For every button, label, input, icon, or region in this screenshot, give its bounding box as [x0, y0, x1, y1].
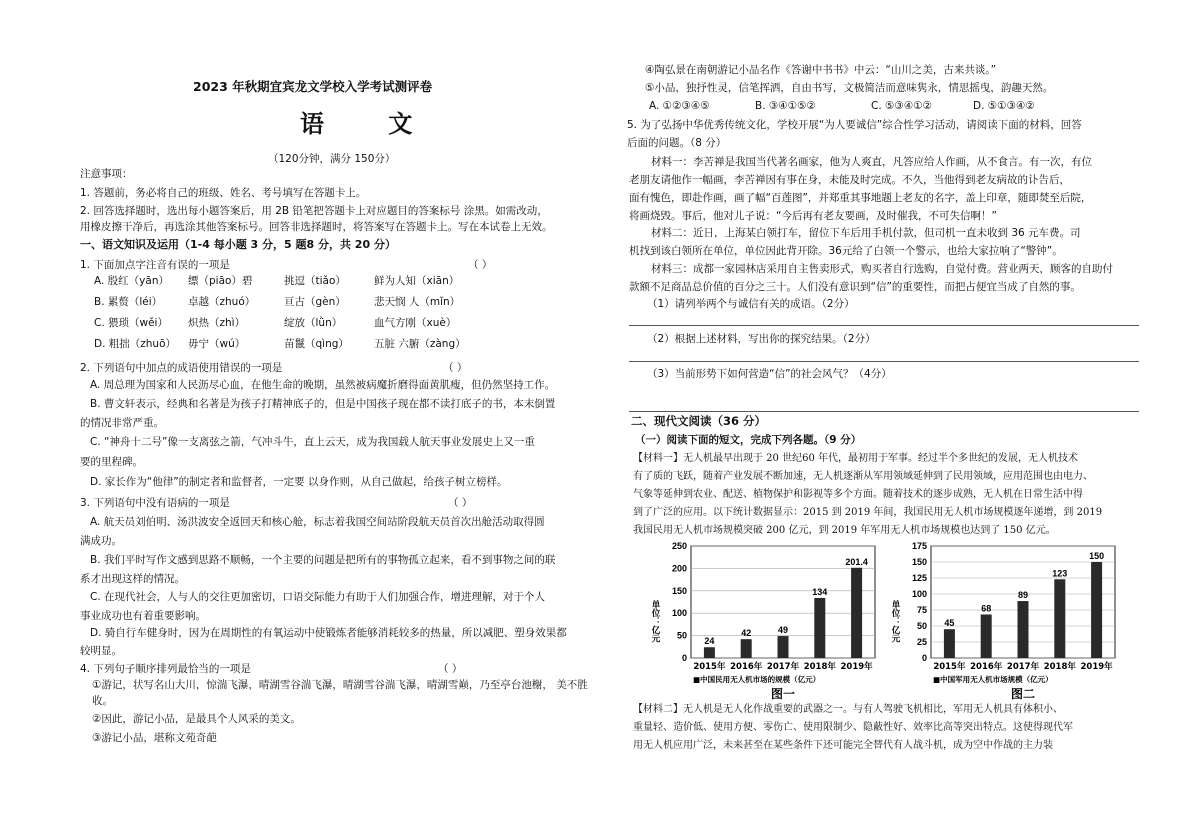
answer-paren: （ ） — [443, 362, 468, 374]
material-1-line: 到了广泛的应用。以下统计数据显示：2015 到 2019 年间，我国民用无人机市场规模逐年递增，到 2019 — [633, 507, 1103, 518]
answer-paren: （ ） — [438, 663, 463, 675]
question-2-stem: 2. 下列语句中加点的成语使用错误的一项是 — [80, 362, 283, 374]
y-tick-label: 50 — [916, 621, 927, 631]
question-3-line: C. 在现代社会，人与人的交往更加密切，口语交际能力有助于人们加强合作，增进理解，对于个人 — [90, 591, 546, 603]
question-4-choice: B. ③④①⑤② — [755, 100, 816, 112]
question-1-option-cell: 缥（piāo）碧 — [188, 275, 253, 287]
data-label: 68 — [981, 603, 992, 614]
material-2-line: 【材料二】无人机是无人化作战重要的武器之一。与有人驾驶飞机相比，军用无人机具有体积小、 — [633, 704, 1063, 715]
y-tick-label: 150 — [911, 557, 927, 567]
bar — [1054, 579, 1065, 658]
question-1-option-cell: 亘古（gèn） — [284, 296, 346, 308]
question-1-option-cell: 鲜为人知（xiān） — [374, 275, 460, 287]
x-tick-label: 2015年 — [693, 662, 726, 672]
x-tick-label: 2016年 — [970, 662, 1003, 672]
question-4-stem: 4. 下列句子顺序排列最恰当的一项是 — [80, 663, 251, 675]
notes-title: 注意事项： — [80, 168, 133, 180]
x-tick-label: 2017年 — [1006, 662, 1040, 672]
answer-paren: （ ） — [468, 259, 493, 271]
y-tick-label: 25 — [916, 637, 927, 647]
y-tick-label: 0 — [921, 653, 927, 663]
y-tick-label: 200 — [671, 563, 687, 574]
question-1-option-cell: 挑逗（tiǎo） — [284, 275, 346, 287]
material-line: 材料三：成都一家园林店采用自主售卖形式，购买者自行选购，自觉付费。营业两天，顾客的自助付 — [651, 263, 1113, 275]
chart-title: 图一 — [770, 687, 796, 700]
x-tick-label: 2019年 — [840, 662, 873, 672]
material-line: 材料二：近日，上海某白领打车，留位下车后用手机付款，但司机一直未收到 36 元车费。司 — [651, 227, 1081, 239]
question-5-sub-3: （3）当前形势下如何营造“信”的社会风气？（4分） — [647, 368, 892, 380]
question-1-option-cell: 悲天悯 人（mǐn） — [374, 296, 461, 308]
y-tick-label: 75 — [916, 605, 927, 615]
question-4-choice: A. ①②③④⑤ — [649, 100, 710, 112]
question-3-stem: 3. 下列语句中没有语病的一项是 — [80, 497, 230, 509]
material-2-line: 重量轻、造价低、使用方便、零伤亡、使用限制少、隐蔽性好、效率比高等突出特点。这使得现代军 — [633, 722, 1073, 733]
y-tick-label: 125 — [911, 573, 927, 583]
question-2-line: A. 周总理为国家和人民沥尽心血，在他生命的晚期，虽然被病魔折磨得面黄肌瘦，但仍然坚持工作。 — [90, 379, 556, 391]
bar — [704, 647, 715, 658]
question-3-line: 满成功。 — [80, 535, 122, 547]
y-tick-label: 175 — [911, 541, 927, 551]
question-3-line: B. 我们平时写作文感到思路不顺畅，一个主要的问题是把所有的事物孤立起来，看不到事物之间的联 — [90, 554, 556, 566]
question-3-line: 较明显。 — [80, 645, 122, 657]
question-1-option-cell: C. 猥琐（wěi） — [94, 317, 168, 329]
question-1-option-cell: 血气方刚（xuè） — [374, 317, 457, 329]
legend-entry: ■中国军用无人机市场规模（亿元） — [933, 675, 1053, 684]
bar — [1018, 601, 1029, 658]
question-4-sentence: ④陶弘景在南朝游记小品名作《答谢中书书》中云：“山川之美，古来共谈。” — [645, 64, 997, 76]
x-tick-label: 2018年 — [803, 662, 836, 672]
material-1-line: 我国民用无人机市场规模突破 200 亿元，到 2019 年军用无人机市场规模也达到了 150 亿元。 — [633, 525, 1056, 536]
question-2-line: B. 曹文轩表示，经典和名著是为孩子打精神底子的，但是中国孩子现在都不读打底子的书，本末倒置 — [90, 398, 556, 410]
x-tick-label: 2017年 — [766, 662, 800, 672]
question-5-sub-2: （2）根据上述材料，写出你的探究结果。（2分） — [647, 333, 876, 345]
question-2-line: C. “神舟十二号”像一支离弦之箭，气冲斗牛，直上云天，成为我国载人航天事业发展史上又一重 — [90, 436, 535, 448]
question-4-sentence: ②因此，游记小品，是最具个人风采的美文。 — [92, 713, 301, 725]
bar — [814, 598, 825, 658]
data-label: 134 — [812, 586, 828, 597]
data-label: 123 — [1052, 568, 1068, 579]
question-3-line: 系才出现这样的情况。 — [80, 573, 185, 585]
y-tick-label: 150 — [671, 585, 687, 596]
section-two-title: 二、现代文阅读（36 分） — [631, 414, 767, 428]
bar — [851, 568, 862, 658]
material-line: 面有愧色，即赴作画，画了幅“百莲图”，并郑重其事地题上老友的名字，盖上印章，随即焚至后院， — [629, 192, 1092, 204]
data-label: 49 — [777, 625, 789, 636]
question-4-choice: C. ⑤③④①② — [871, 100, 933, 112]
note-line: 2. 回答选择题时，选出每小题答案后，用 2B 铅笔把答题卡上对应题目的答案标号 涂黑。如需改动， — [80, 205, 548, 217]
question-5-stem: 后面的问题。（8 分） — [627, 137, 727, 149]
data-label: 45 — [944, 618, 955, 629]
question-4-sentence: ③游记小品，堪称文苑奇葩 — [92, 732, 217, 744]
military-drone-chart — [883, 540, 1123, 700]
material-line: 材料一：李苦禅是我国当代著名画家，他为人爽直，凡答应给人作画，从不食言。有一次，有位 — [651, 156, 1092, 168]
question-4-sentence: ⑤小品，独抒性灵，信笔挥洒，自由书写，文极简洁而意味隽永，情思摇曳，韵趣天然。 — [645, 82, 1054, 94]
time-score: （120分钟，满分 150分） — [268, 153, 396, 165]
civil-drone-chart — [643, 540, 883, 700]
bar — [1091, 562, 1102, 658]
question-1-option-cell: 苗鬣（qìng） — [284, 338, 349, 350]
note-line: 用橡皮擦干净后，再选涂其他答案标号。回答非选择题时，将答案写在答题卡上。写在本试卷上无效。 — [80, 221, 553, 233]
y-tick-label: 250 — [671, 541, 687, 551]
y-tick-label: 50 — [676, 630, 687, 641]
chart-title: 图二 — [1010, 687, 1036, 700]
question-5-sub-1: （1）请列举两个与诚信有关的成语。（2分） — [647, 298, 855, 310]
material-1-line: 有了质的飞跃，随着产业发展不断加速，无人机逐渐从军用领域延伸到了民用领域，应用范围也由电力、 — [633, 471, 1093, 482]
material-1-line: 【材料一】无人机最早出现于 20 世纪60 年代，最初用于军事。经过半个多世纪的发展，无人机技术 — [633, 453, 1078, 464]
y-tick-label: 100 — [911, 589, 927, 599]
data-label: 89 — [1017, 590, 1029, 601]
question-1-option-cell: 绽放（lǜn） — [284, 317, 343, 329]
data-label: 24 — [704, 636, 715, 647]
question-2-line: D. 家长作为“他律”的制定者和监督者，一定要 以身作则，从自己做起，给孩子树立榜样。 — [90, 476, 508, 488]
question-1-option-cell: 五脏 六腑（zàng） — [374, 338, 466, 350]
y-axis-label: 单位：亿元 — [890, 600, 900, 643]
y-axis-label: 单位：亿元 — [650, 600, 660, 643]
y-tick-label: 100 — [671, 608, 687, 619]
question-3-line: A. 航天员刘伯明、汤洪波安全返回天和核心舱，标志着我国空间站阶段航天员首次出舱活动取得圆 — [90, 516, 545, 528]
x-tick-label: 2015年 — [933, 662, 966, 672]
x-tick-label: 2018年 — [1043, 662, 1076, 672]
data-label: 150 — [1089, 551, 1105, 561]
answer-line — [629, 411, 1139, 412]
question-1-option-cell: A. 殷红（yān） — [94, 275, 169, 287]
question-2-line: 要的里程碑。 — [80, 456, 143, 468]
answer-line — [629, 361, 1139, 362]
data-label: 201.4 — [845, 556, 868, 567]
material-2-line: 用无人机应用广泛，未来甚至在某些条件下还可能完全替代有人战斗机，成为空中作战的主力装 — [633, 740, 1053, 751]
section-one-title: 一、语文知识及运用（1-4 每小题 3 分，5 题8 分，共 20 分） — [80, 238, 396, 251]
question-4-choice: D. ⑤①③④② — [973, 100, 1035, 112]
bar — [944, 629, 955, 658]
question-3-line: 事业成功也有着重要影响。 — [80, 610, 206, 622]
question-1-option-cell: 毋宁（wú） — [188, 338, 246, 350]
note-line: 1. 答题前，务必将自己的班级、姓名、考号填写在答题卡上。 — [80, 187, 367, 199]
material-line: 款额不足商品总价值的百分之三十。人们没有意识到“信”的重要性，而把占便宜当成了自然的事。 — [629, 281, 1081, 293]
question-1-option-cell: 卓越（zhuó） — [188, 296, 256, 308]
bar — [778, 636, 789, 658]
bar — [741, 639, 752, 658]
question-2-line: 的情况非常严重。 — [80, 417, 164, 429]
exam-header: 2023 年秋期宜宾龙文学校入学考试测评卷 — [193, 79, 433, 94]
question-5-stem: 5. 为了弘扬中华优秀传统文化，学校开展“为人要诚信”综合性学习活动，请阅读下面的材料，回答 — [627, 119, 1082, 131]
question-1-option-cell: D. 粗拙（zhuō） — [94, 338, 177, 350]
question-3-line: D. 骑自行车健身时，因为在周期性的有氧运动中使锻炼者能够消耗较多的热量，所以减肥、塑身效果都 — [90, 627, 567, 639]
y-tick-label: 0 — [681, 653, 687, 663]
x-tick-label: 2019年 — [1080, 662, 1113, 672]
question-1-option-cell: B. 累赘（léi） — [94, 296, 163, 308]
legend-entry: ■中国民用无人机市场的规模（亿元） — [693, 675, 821, 684]
question-4-sentence: 收。 — [92, 695, 113, 707]
data-label: 42 — [741, 628, 752, 639]
question-4-sentence: ①游记，状写名山大川，惊湍飞瀑，晴湖雪谷湍飞瀑，晴湖雪谷湍飞瀑，晴湖雪巅，乃至亭台池榭， 美不胜 — [92, 679, 588, 691]
material-1-line: 气象等延伸到农业、配送、植物保护和影视等多个方面。随着技术的逐步成熟，无人机在日常生活中得 — [633, 489, 1083, 500]
question-1-stem: 1. 下面加点字注音有误的一项是 — [80, 259, 230, 271]
material-line: 机找到该白领所在单位，单位因此背开除。36元给了白领一个警示，也给大家拉响了“警钟”。 — [629, 245, 1063, 257]
reading-1-title: （一）阅读下面的短文，完成下列各题。（9 分） — [635, 434, 862, 446]
answer-line — [629, 325, 1139, 326]
answer-paren: （ ） — [448, 497, 473, 509]
question-1-option-cell: 炽热（zhì） — [188, 317, 246, 329]
subject-title: 语 文 — [300, 109, 441, 138]
bar — [981, 614, 992, 658]
material-line: 将画烧毁。事后，他对儿子说：“今后再有老友要画，及时催我，不可失信啊！” — [629, 210, 997, 222]
material-line: 老朋友请他作一幅画，李苦禅因有事在身，未能及时完成。不久，当他得到老友病故的讣告后， — [629, 174, 1070, 186]
x-tick-label: 2016年 — [730, 662, 763, 672]
